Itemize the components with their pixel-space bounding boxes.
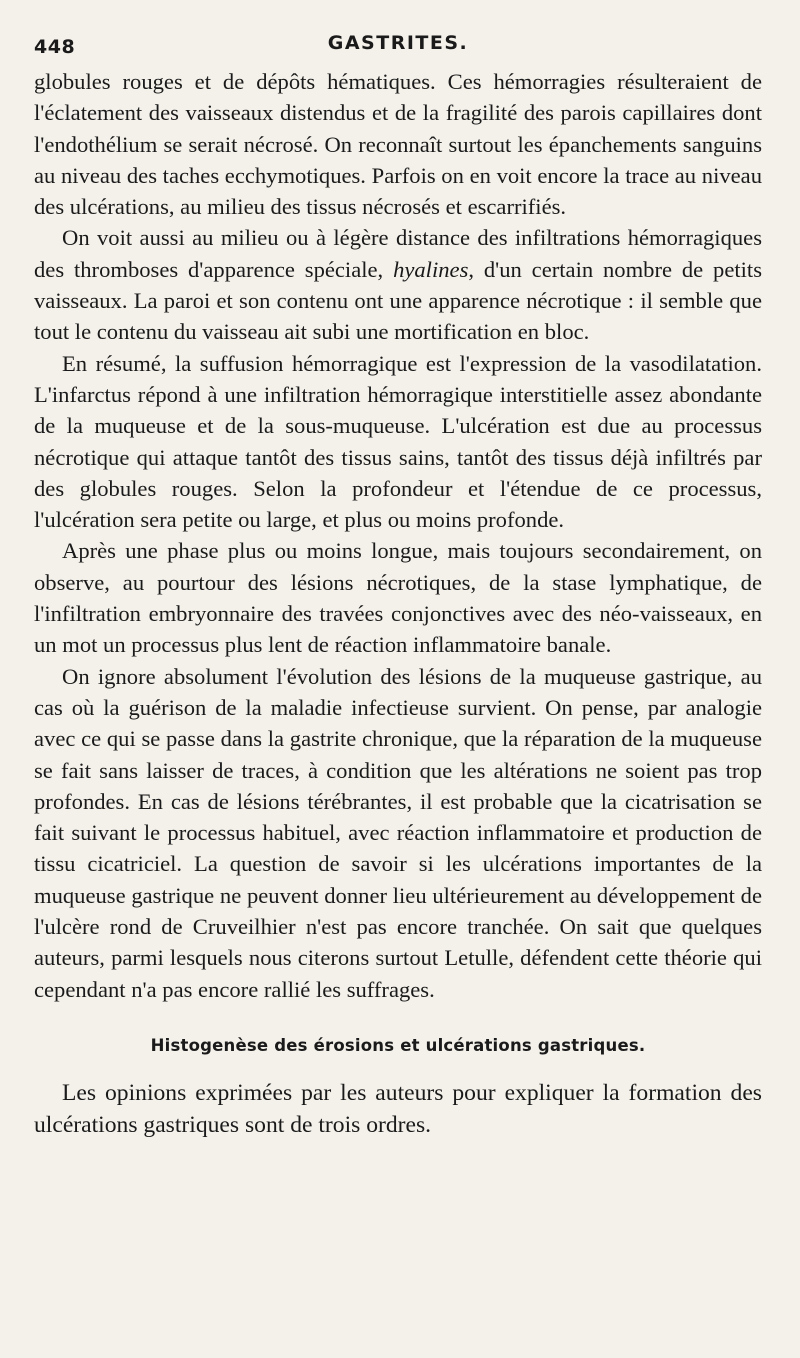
paragraph-continuation: globules rouges et de dépôts hématiques. Ces hémorragies résulteraient de l'éclatement des vaisseaux distendus et de la fragilité des parois capillaires dont l'endothélium se serait nécrosé. On reconnaît surtout les épanchements sanguins au niveau des taches ecchymotiques. Parfois on en voit encore la trace au niveau des ulcérations, au milieu des tissus nécrosés et escarrifiés.: [34, 69, 762, 220]
body-text: [34, 66, 762, 1141]
page-number: 448: [34, 36, 76, 58]
paragraph-thromboses-start: On voit aussi au milieu ou à légère distance des infiltrations hémorragiques des thromboses d'apparence spéciale,: [34, 225, 762, 282]
italic-term-hyalines: hyalines: [393, 256, 469, 282]
running-title: GASTRITES.: [327, 32, 469, 54]
paragraph-opinions: Les opinions exprimées par les auteurs pour expliquer la formation des ulcérations gastriques sont de trois ordres.: [34, 1080, 762, 1139]
section-heading: Histogenèse des érosions et ulcérations gastriques.: [150, 1035, 646, 1055]
paragraph-evolution: On ignore absolument l'évolution des lésions de la muqueuse gastrique, au cas où la guérison de la maladie infectieuse survient. On pense, par analogie avec ce qui se passe dans la gastrite chronique, que la réparation de la muqueuse se fait sans laisser de traces, à condition que les altérations ne soient pas trop profondes. En cas de lésions térébrantes, il est probable que la cicatrisation se fait suivant le processus habituel, avec réaction inflammatoire et production de tissu cicatriciel. La question de savoir si les ulcérations importantes de la muqueuse gastrique ne peuvent donner lieu ultérieurement au développement de l'ulcère rond de Cruveilhier n'est pas encore tranchée. On sait que quelques auteurs, parmi lesquels nous citerons surtout Letulle, défendent cette théorie qui cependant n'a pas encore rallié les suffrages.: [34, 663, 762, 1002]
paragraph-phase: Après une phase plus ou moins longue, mais toujours secondairement, on observe, au pourtour des lésions nécrotiques, de la stase lymphatique, de l'infiltration embryonnaire des travées conjonctives avec des néo-vaisseaux, en un mot un processus plus lent de réaction inflammatoire banale.: [34, 538, 762, 658]
paragraph-resume: En résumé, la suffusion hémorragique est l'expression de la vasodilatation. L'infarctus répond à une infiltration hémorragique interstitielle assez abondante de la muqueuse et de la sous-muqueuse. L'ulcération est due au processus nécrotique qui attaque tantôt des tissus sains, tantôt des tissus déjà infiltrés par des globules rouges. Selon la profondeur et l'étendue de ce processus, l'ulcération sera petite ou large, et plus ou moins profonde.: [34, 350, 762, 533]
page-header: [34, 26, 762, 66]
paragraph-thromboses-end: , d'un certain nombre de petits vaisseaux. La paroi et son contenu ont une apparence nécrotique : il semble que tout le contenu du vaisseau ait subi une mortification en bloc.: [34, 256, 763, 345]
paragraph-thromboses: [34, 222, 762, 347]
